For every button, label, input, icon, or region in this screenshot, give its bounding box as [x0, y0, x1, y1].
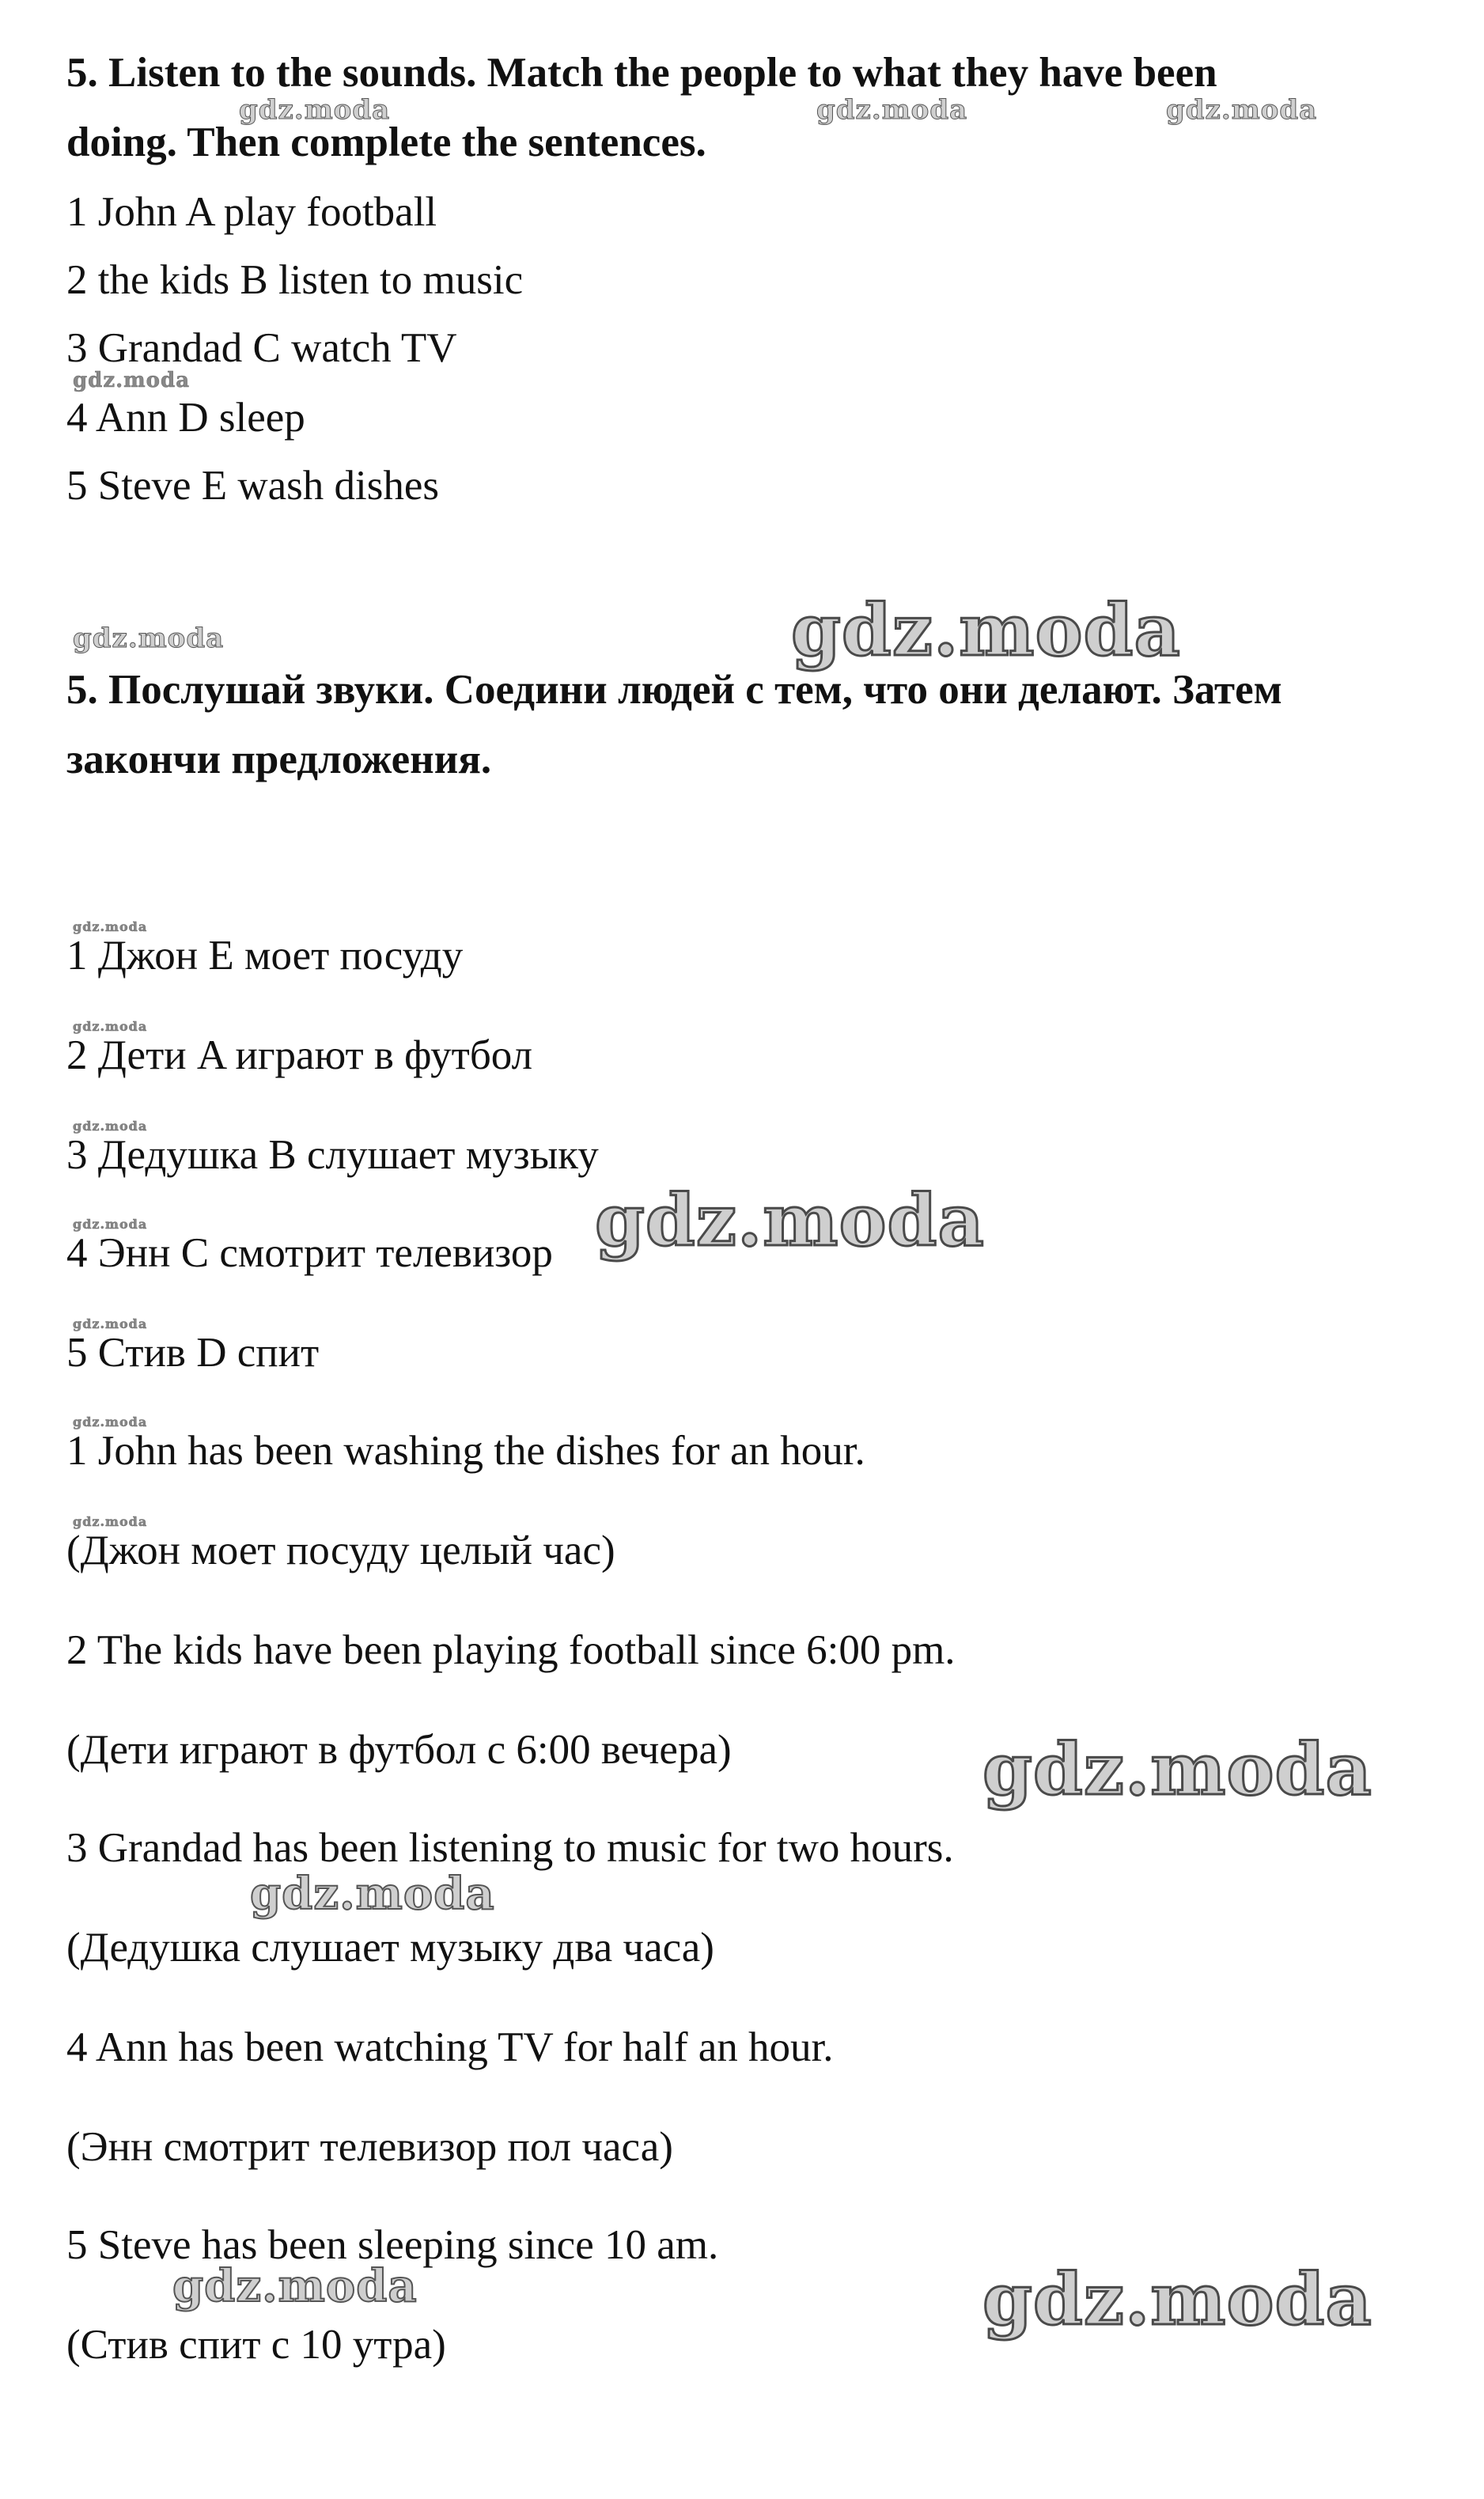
answer-en: 4 Ann has been watching TV for half an hour. [66, 2024, 834, 2070]
task-item-en: 2 the kids B listen to music [66, 257, 524, 303]
answer-en: 3 Grandad has been listening to music for two hours. [66, 1825, 954, 1871]
task-item-en: 3 Grandad C watch TV [66, 325, 457, 371]
watermark-logo: gdz.moda [73, 1119, 148, 1134]
watermark-logo: gdz.moda [250, 1868, 495, 1920]
watermark-logo: gdz.moda [982, 2258, 1372, 2342]
watermark-logo: gdz.moda [816, 94, 968, 126]
watermark-logo: gdz.moda [595, 1179, 985, 1263]
watermark-logo: gdz.moda [73, 623, 225, 654]
answer-ru: (Энн смотрит телевизор пол часа) [66, 2124, 673, 2170]
answer-ru: (Джон моет посуду целый час) [66, 1528, 615, 1573]
task-item-en: 5 Steve E wash dishes [66, 463, 440, 509]
watermark-logo: gdz.moda [73, 1414, 148, 1429]
match-item-ru: 1 Джон E моет посуду [66, 933, 464, 979]
task-heading-ru-line1: 5. Послушай звуки. Соедини людей с тем, что они делают. Затем [66, 667, 1282, 713]
watermark-logo: gdz.moda [73, 1514, 148, 1529]
answer-ru: (Дедушка слушает музыку два часа) [66, 1925, 714, 1971]
watermark-logo: gdz.moda [73, 1019, 148, 1034]
answer-en: 5 Steve has been sleeping since 10 am. [66, 2222, 719, 2268]
task-heading-en-line2: doing. Then complete the sentences. [66, 119, 706, 165]
watermark-logo: gdz.moda [791, 589, 1181, 672]
watermark-logo: gdz.moda [73, 369, 191, 392]
match-item-ru: 2 Дети A играют в футбол [66, 1032, 533, 1078]
task-item-en: 1 John A play football [66, 189, 437, 235]
watermark-logo: gdz.moda [73, 919, 148, 934]
answer-ru: (Стив спит с 10 утра) [66, 2322, 446, 2368]
task-heading-ru-line2: закончи предложения. [66, 736, 492, 782]
watermark-logo: gdz.moda [1166, 94, 1318, 126]
answer-ru: (Дети играют в футбол с 6:00 вечера) [66, 1727, 732, 1773]
watermark-logo: gdz.moda [73, 1217, 148, 1232]
watermark-logo: gdz.moda [172, 2260, 418, 2312]
match-item-ru: 5 Стив D спит [66, 1330, 320, 1376]
task-heading-en-line1: 5. Listen to the sounds. Match the people to what they have been [66, 50, 1217, 96]
watermark-logo: gdz.moda [73, 1316, 148, 1331]
answer-en: 1 John has been washing the dishes for an hour. [66, 1428, 865, 1474]
match-item-ru: 3 Дедушка B слушает музыку [66, 1132, 599, 1178]
watermark-logo: gdz.moda [239, 94, 391, 126]
task-item-en: 4 Ann D sleep [66, 395, 305, 441]
answer-en: 2 The kids have been playing football since 6:00 pm. [66, 1627, 956, 1673]
match-item-ru: 4 Энн C смотрит телевизор [66, 1230, 553, 1276]
watermark-logo: gdz.moda [982, 1728, 1372, 1812]
